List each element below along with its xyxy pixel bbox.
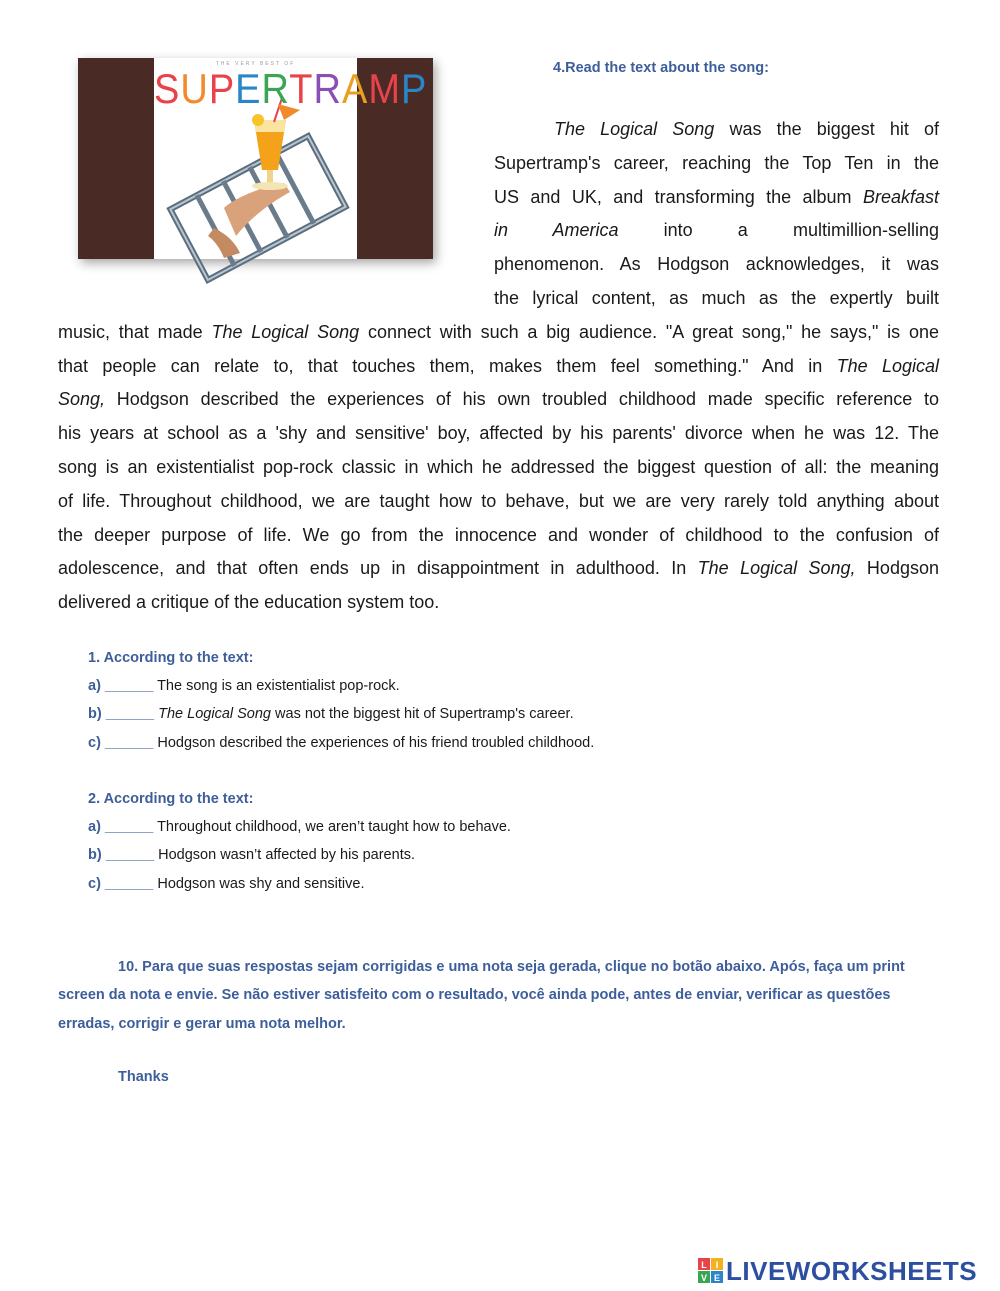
question-item (88, 847, 415, 863)
text-run: that people can relate to, that touches them, makes them feel something." And in (58, 355, 837, 376)
album-logo (154, 66, 428, 114)
text-run: Supertramp's career, reaching the Top Ten in the (494, 152, 939, 173)
answer-blank[interactable]: ______ (104, 678, 154, 694)
text-run: US and UK, and transforming the album (494, 186, 863, 207)
text-run: Throughout childhood, we aren’t taught how to behave. (153, 819, 511, 835)
instructions-text: 10. Para que suas respostas sejam corrigidas e uma nota seja gerada, clique no botão abaixo. Após, faça um print screen da nota e envie. Se não estiver satisfeito com o resultado, você ainda pode, antes de enviar, verificar as questões erradas, corrigir e gerar uma nota melhor. (58, 959, 905, 1032)
text-run: Hodgson was shy and sensitive. (153, 875, 365, 892)
text-run: music, that made (58, 321, 212, 342)
section-heading-read: 4.Read the text about the song: (553, 60, 769, 76)
text-run: The song is an existentialist pop-rock. (153, 678, 400, 694)
reading-line (58, 417, 939, 451)
reading-line (494, 248, 939, 282)
reading-line (58, 316, 939, 350)
album-cover-art (154, 58, 428, 259)
question-item (88, 678, 400, 694)
album-logo-letter: R (313, 66, 342, 114)
liveworksheets-wordmark: LIVEWORKSHEETS (726, 1255, 978, 1286)
answer-blank[interactable]: ______ (105, 706, 155, 723)
question-item (88, 735, 594, 751)
reading-line (494, 113, 939, 147)
answer-blank[interactable]: ______ (104, 875, 154, 892)
album-cover-image (78, 58, 433, 259)
text-run: phenomenon. As Hodgson acknowledges, it was (494, 254, 939, 275)
text-run: his years at school as a 'shy and sensitive' boy, affected by his parents' divorce when he was 12. The (58, 423, 939, 444)
album-logo-letter: T (289, 66, 314, 114)
album-logo-letter: P (400, 66, 428, 114)
text-run: Hodgson wasn’t affected by his parents. (154, 847, 415, 864)
text-run: delivered a critique of the education system too. (58, 592, 440, 613)
question-2-heading: 2. According to the text: (88, 791, 254, 807)
italic-text: The Logical Song (158, 706, 271, 723)
italic-text: Song, (58, 389, 106, 410)
reading-line (494, 214, 939, 248)
reading-line (58, 383, 939, 417)
item-label: a) (88, 819, 105, 835)
answer-blank[interactable]: ______ (104, 819, 154, 835)
item-label: b) (88, 847, 106, 864)
reading-line (58, 552, 939, 586)
text-run: song is an existentialist pop-rock classic in which he addressed the biggest question of all: the meaning (58, 457, 939, 477)
text-run: into a multimillion-selling (618, 220, 939, 241)
question-1-heading: 1. According to the text: (88, 650, 254, 666)
album-logo-letter: U (180, 66, 209, 114)
reading-line (494, 181, 939, 215)
cube-letter: L (701, 1260, 707, 1270)
text-run: of life. Throughout childhood, we are taught how to behave, but we are very rarely told anything about (58, 490, 939, 511)
question-item (88, 706, 574, 722)
text-run: connect with such a big audience. "A great song," he says," is one (359, 321, 939, 342)
item-label: c) (88, 734, 105, 751)
answer-blank[interactable]: ______ (105, 847, 155, 864)
text-run: Hodgson (855, 558, 939, 579)
album-logo-letter: P (208, 66, 236, 114)
text-run: was not the biggest hit of Supertramp's career. (271, 706, 574, 723)
liveworksheets-cubes-icon (698, 1258, 724, 1284)
thanks-text: Thanks (118, 1069, 169, 1085)
cube-letter: V (700, 1273, 708, 1283)
album-logo-letter: A (341, 66, 369, 114)
answer-blank[interactable]: ______ (104, 734, 154, 751)
text-run: Hodgson described the experiences of his own troubled childhood made specific reference to (105, 389, 939, 410)
text-run: the lyrical content, as much as the expertly built (494, 288, 939, 308)
text-run: was the biggest hit of (714, 119, 939, 139)
item-label: c) (88, 875, 105, 892)
reading-line (494, 147, 939, 181)
album-logo-letter: R (261, 66, 290, 114)
reading-line (58, 586, 939, 620)
cube-letter: E (713, 1273, 721, 1283)
cube-letter: I (715, 1260, 719, 1270)
album-logo-letter: M (368, 66, 401, 114)
item-label: b) (88, 706, 106, 723)
reading-line (58, 350, 939, 384)
italic-text: The Logical Song (211, 321, 360, 342)
reading-line (58, 451, 939, 485)
album-logo-letter: E (235, 66, 262, 114)
italic-text: The Logical Song (554, 119, 715, 139)
album-logo-letter: S (154, 66, 181, 114)
album-subtitle: THE VERY BEST OF (215, 61, 296, 67)
text-run: the deeper purpose of life. We go from the innocence and wonder of childhood to the confusion of (58, 524, 939, 545)
question-item (88, 876, 364, 892)
text-run: adolescence, and that often ends up in disappointment in adulthood. In (58, 558, 698, 579)
question-item (88, 819, 511, 835)
italic-text: The Logical (836, 355, 939, 376)
text-run: Hodgson described the experiences of his friend troubled childhood. (153, 734, 595, 751)
liveworksheets-logo (698, 1256, 977, 1286)
reading-line (494, 282, 939, 316)
italic-text: Breakfast (862, 186, 939, 207)
reading-line (58, 519, 939, 553)
reading-line (58, 485, 939, 519)
italic-text: in America (494, 220, 619, 241)
item-label: a) (88, 678, 105, 694)
italic-text: The Logical Song, (697, 558, 856, 579)
